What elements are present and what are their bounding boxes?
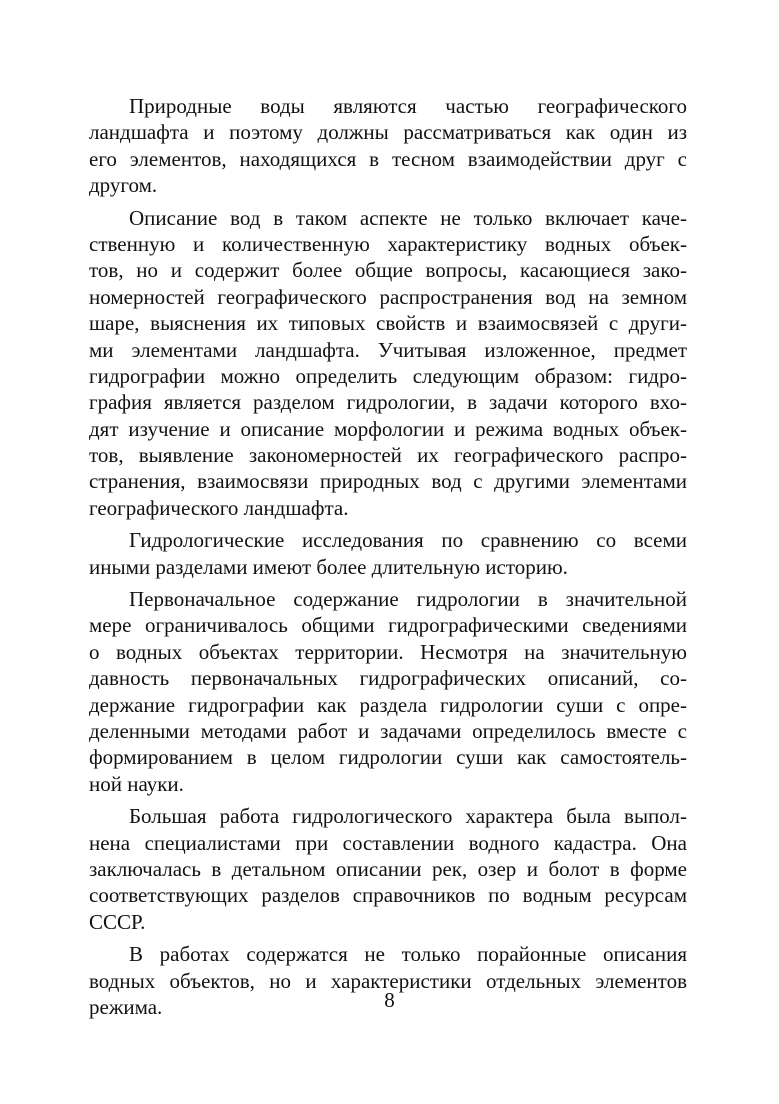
text-line: номерностей географического распространения вод на земном <box>89 284 687 309</box>
text-line: странения, взаимосвязи природных вод с другими элементами <box>89 469 687 494</box>
paragraph <box>89 527 687 580</box>
text-line: соответствующих разделов справочников по водным ресурсам <box>89 883 687 908</box>
text-line: ми элементами ландшафта. Учитывая изложенное, предмет <box>89 337 687 362</box>
text-line: деленными методами работ и задачами определилось вместе с <box>89 718 687 743</box>
text-line: заключалась в детальном описании рек, озер и болот в форме <box>89 856 687 881</box>
page-number: 8 <box>384 988 395 1012</box>
body-text <box>89 93 687 1026</box>
text-line: мере ограничивалось общими гидрографическими сведениями <box>89 613 687 638</box>
text-line: Большая работа гидрологического характера была выпол- <box>129 804 687 829</box>
text-line: водных объектов, но и характеристики отдельных элементов <box>89 968 687 993</box>
text-line: тов, но и содержит более общие вопросы, касающиеся зако- <box>89 258 687 283</box>
text-line: другом. <box>89 173 158 198</box>
text-line: Природные воды являются частью географического <box>129 94 687 118</box>
text-line: о водных объектах территории. Несмотря на значительную <box>89 639 687 664</box>
text-line: его элементов, находящихся в тесном взаимодействии друг с <box>89 146 687 171</box>
paragraph <box>89 803 687 935</box>
text-line: географического ландшафта. <box>89 495 349 520</box>
text-line: Описание вод в таком аспекте не только включает каче- <box>129 205 687 230</box>
text-line: дят изучение и описание морфологии и режима водных объек- <box>89 416 687 441</box>
text-line: В работах содержатся не только порайонные описания <box>129 942 687 967</box>
text-line: ной науки. <box>89 771 184 796</box>
text-line: иными разделами имеют более длительную историю. <box>89 554 568 579</box>
paragraph <box>89 93 687 199</box>
text-line: Гидрологические исследования по сравнению со всеми <box>129 528 687 553</box>
text-line: давность первоначальных гидрографических описаний, со- <box>89 666 687 691</box>
text-line: держание гидрографии как раздела гидрологии суши с опре- <box>89 692 687 717</box>
text-line: графия является разделом гидрологии, в задачи которого вхо- <box>89 390 687 415</box>
text-line: тов, выявление закономерностей их географического распро- <box>89 443 687 468</box>
text-line: ландшафта и поэтому должны рассматриваться как один из <box>89 120 687 145</box>
text-line: режима. <box>89 994 163 1019</box>
text-line: Первоначальное содержание гидрологии в значительной <box>129 587 687 612</box>
text-line: нена специалистами при составлении водного кадастра. Она <box>89 830 687 855</box>
text-line: шаре, выяснения их типовых свойств и взаимосвязей с други- <box>89 311 687 336</box>
paragraph <box>89 586 687 797</box>
text-line: формированием в целом гидрологии суши как самостоятель- <box>89 745 687 770</box>
text-line: СССР. <box>89 909 146 934</box>
text-line: ственную и количественную характеристику водных объек- <box>89 231 687 256</box>
paragraph <box>89 205 687 522</box>
text-line: гидрографии можно определить следующим образом: гидро- <box>89 363 687 388</box>
